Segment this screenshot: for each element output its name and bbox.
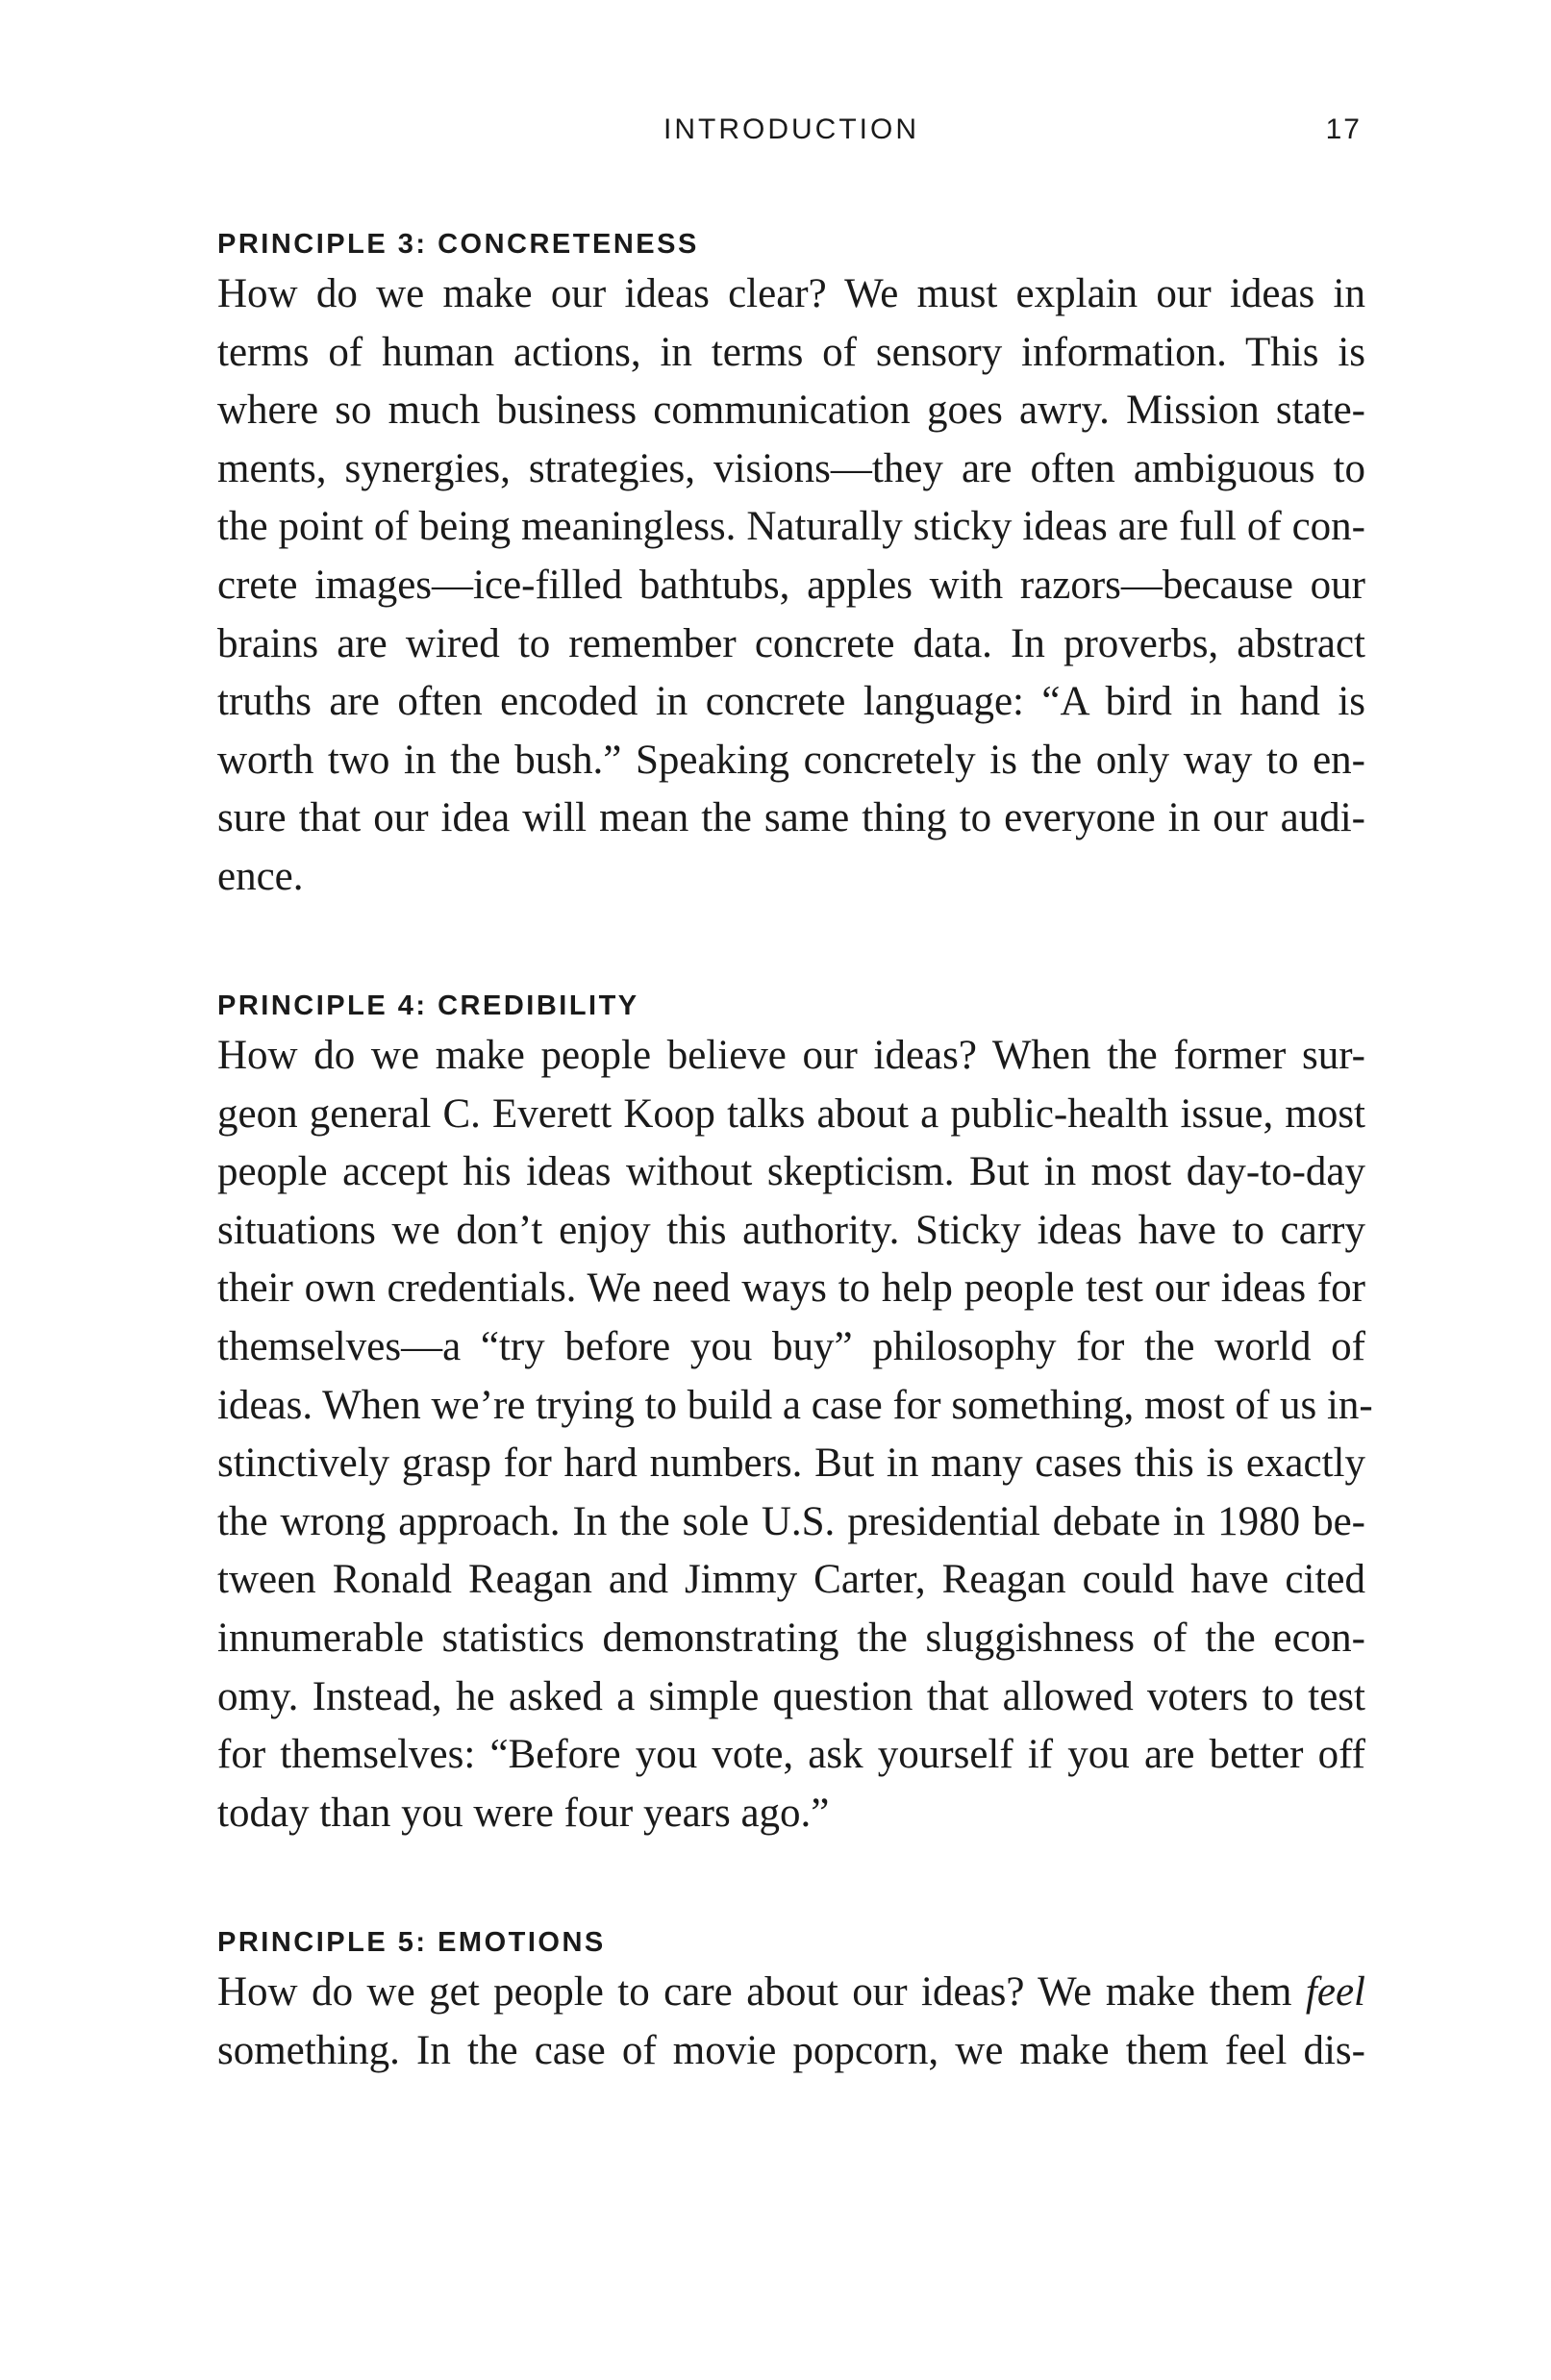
body-line: ence. [217,853,304,899]
page-number: 17 [1325,113,1362,145]
body-line: crete images—ice-filled bathtubs, apples with razors—because our [217,562,1365,608]
running-head [217,113,1365,162]
section-credibility [217,985,1373,1842]
body-line: terms of human actions, in terms of sensory information. This is [217,329,1365,375]
body-line: sure that our idea will mean the same thing to everyone in our audi- [217,795,1365,841]
body-line: the point of being meaningless. Naturally sticky ideas are full of con- [217,504,1365,550]
body-line: situations we don’t enjoy this authority. Sticky ideas have to carry [217,1207,1365,1253]
section-body [217,265,1365,907]
section-heading: PRINCIPLE 4: CREDIBILITY [217,990,639,1021]
body-text: How do we get people to care about our ideas? We make them [217,1969,1306,2015]
body-line: themselves—a “try before you buy” philosophy for the world of [217,1323,1365,1369]
body-line: innumerable statistics demonstrating the sluggishness of the econ- [217,1615,1365,1661]
body-line: tween Ronald Reagan and Jimmy Carter, Reagan could have cited [217,1557,1365,1603]
section-heading: PRINCIPLE 5: EMOTIONS [217,1927,606,1958]
section-heading: PRINCIPLE 3: CONCRETENESS [217,229,699,260]
body-line: How do we make people believe our ideas? When the former sur- [217,1033,1365,1078]
body-line: stinctively grasp for hard numbers. But in many cases this is exactly [217,1441,1365,1487]
section-emotions [217,1921,1365,2080]
body-line: their own credentials. We need ways to help people test our ideas for [217,1265,1365,1312]
body-line: How do we make our ideas clear? We must explain our ideas in [217,271,1365,316]
body-line: truths are often encoded in concrete language: “A bird in hand is [217,679,1365,725]
body-line: the wrong approach. In the sole U.S. presidential debate in 1980 be- [217,1498,1365,1544]
body-line: ments, synergies, strategies, visions—they are often ambiguous to [217,445,1365,491]
body-line [217,1964,1365,2022]
body-line: for themselves: “Before you vote, ask yourself if you are better off [217,1732,1365,1778]
body-line: where so much business communication goes awry. Mission state- [217,388,1365,434]
body-line: something. In the case of movie popcorn, we make them feel dis- [217,2027,1365,2073]
section-concreteness [217,223,1365,907]
body-line: geon general C. Everett Koop talks about a public-health issue, most [217,1090,1365,1137]
running-title: INTRODUCTION [663,113,919,145]
emphasis-text: feel [1305,1969,1365,2015]
body-line: brains are wired to remember concrete data. In proverbs, abstract [217,620,1365,666]
body-line: worth two in the bush.” Speaking concretely is the only way to en- [217,737,1365,783]
section-body [217,1964,1365,2080]
body-line: today than you were four years ago.” [217,1790,830,1836]
section-body [217,1027,1373,1842]
body-line: ideas. When we’re trying to build a case for something, most of us in- [217,1382,1373,1428]
body-line: people accept his ideas without skepticism. But in most day-to-day [217,1149,1365,1195]
body-line: omy. Instead, he asked a simple question that allowed voters to test [217,1673,1365,1719]
